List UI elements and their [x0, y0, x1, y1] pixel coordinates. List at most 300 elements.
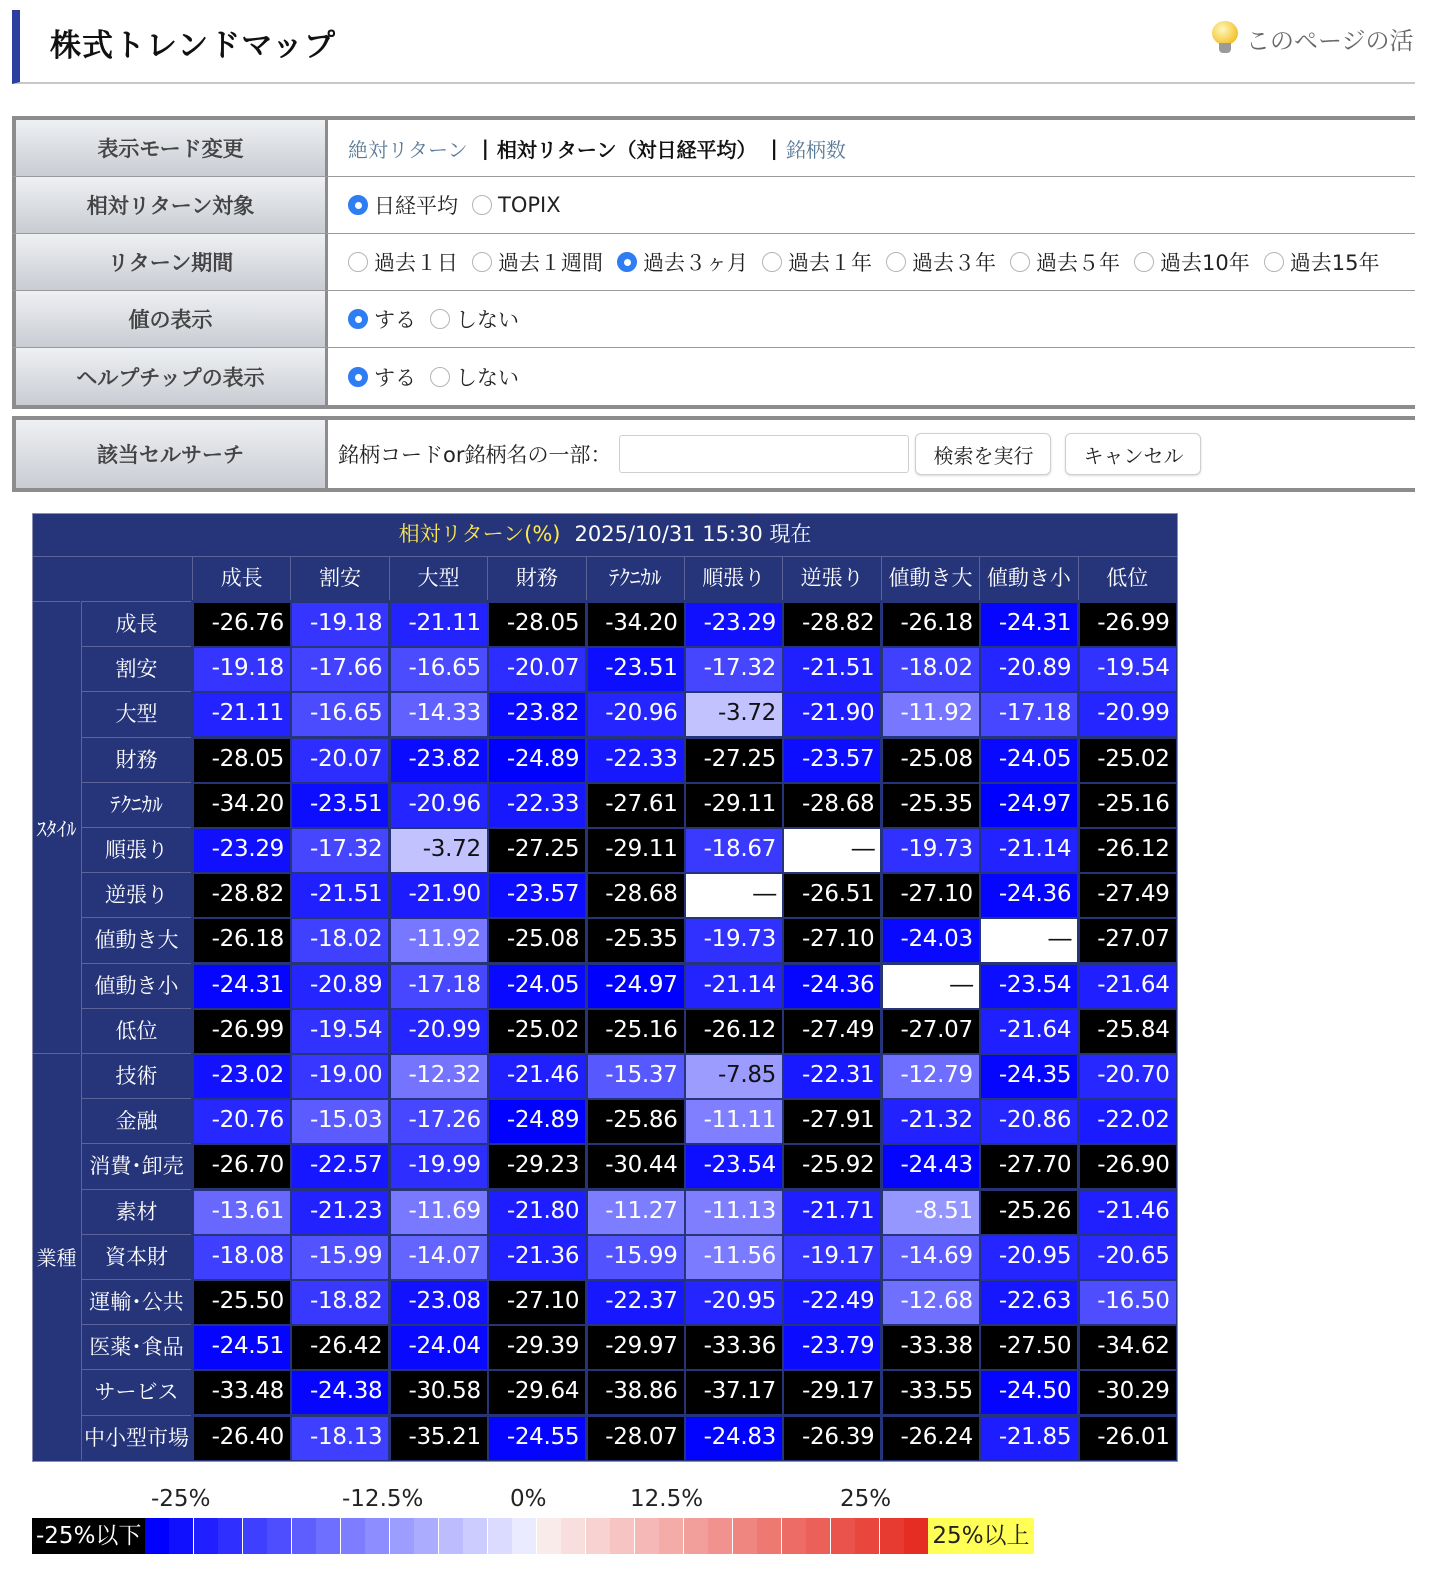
- heatmap-cell[interactable]: -8.51: [883, 1191, 979, 1234]
- heatmap-cell[interactable]: -27.25: [686, 739, 782, 782]
- radio-label: 過去５年: [1036, 251, 1120, 275]
- heatmap-cell[interactable]: -20.76: [194, 1100, 290, 1143]
- radio-label: しない: [456, 308, 519, 332]
- radio-label: 日経平均: [374, 194, 458, 218]
- heatmap-cell[interactable]: -18.67: [686, 829, 782, 872]
- heatmap-cell[interactable]: -23.29: [194, 829, 290, 872]
- heatmap-cell[interactable]: -26.39: [784, 1417, 880, 1460]
- legend-swatch: [463, 1518, 487, 1554]
- heatmap-cell[interactable]: -24.38: [292, 1371, 388, 1414]
- heatmap-cell[interactable]: -14.07: [391, 1236, 487, 1279]
- heatmap-cell[interactable]: -20.95: [686, 1281, 782, 1324]
- heatmap-cell[interactable]: -21.51: [292, 874, 388, 917]
- heatmap-cell[interactable]: -18.82: [292, 1281, 388, 1324]
- column-header: 値動き大: [881, 557, 979, 600]
- heatmap-cell[interactable]: -16.65: [292, 693, 388, 736]
- cell-search: [12, 416, 1415, 492]
- heatmap-cell[interactable]: -25.26: [981, 1191, 1077, 1234]
- mode-options: [328, 120, 1415, 176]
- heatmap-cell[interactable]: -24.97: [588, 965, 684, 1008]
- heatmap-cell[interactable]: -26.99: [1080, 603, 1176, 646]
- mode-label: 表示モード変更: [12, 120, 328, 176]
- heatmap-cell[interactable]: -28.05: [194, 739, 290, 782]
- radio-label: 過去10年: [1160, 251, 1250, 275]
- heatmap-cell[interactable]: ―: [784, 829, 880, 872]
- heatmap-cell[interactable]: -21.51: [784, 648, 880, 691]
- row-header: 値動き小: [81, 963, 191, 1008]
- heatmap-cell[interactable]: -27.49: [784, 1010, 880, 1053]
- show-values-row: [12, 291, 1415, 348]
- heatmap-cell[interactable]: -21.11: [391, 603, 487, 646]
- legend-swatch: [218, 1518, 242, 1554]
- heatmap-cell[interactable]: -18.02: [883, 648, 979, 691]
- row-header: 素材: [81, 1189, 191, 1234]
- heatmap-cell[interactable]: -24.03: [883, 919, 979, 962]
- heatmap-cell[interactable]: -16.50: [1080, 1281, 1176, 1324]
- heatmap-cell[interactable]: -21.36: [489, 1236, 585, 1279]
- mode-option-2[interactable]: 銘柄数: [785, 137, 846, 162]
- heatmap-cell[interactable]: -7.85: [686, 1055, 782, 1098]
- heatmap-cell[interactable]: -27.07: [1080, 919, 1176, 962]
- heatmap-cell[interactable]: -29.23: [489, 1145, 585, 1188]
- legend-swatch: [365, 1518, 389, 1554]
- heatmap-cell[interactable]: -11.92: [883, 693, 979, 736]
- heatmap-cell[interactable]: -24.83: [686, 1417, 782, 1460]
- heatmap-cell[interactable]: -14.33: [391, 693, 487, 736]
- row-header: 成長: [81, 601, 191, 646]
- heatmap-cell[interactable]: -15.99: [588, 1236, 684, 1279]
- heatmap-cell[interactable]: -28.05: [489, 603, 585, 646]
- radio-label: する: [374, 365, 416, 390]
- legend-swatch: [732, 1518, 757, 1554]
- heatmap-cell[interactable]: -25.35: [588, 919, 684, 962]
- heatmap-cell[interactable]: -21.46: [1080, 1191, 1176, 1234]
- radio-label: しない: [456, 365, 519, 390]
- heatmap-cell[interactable]: -20.86: [981, 1100, 1077, 1143]
- heatmap-cell[interactable]: -24.05: [981, 739, 1077, 782]
- heatmap-cell[interactable]: -27.91: [784, 1100, 880, 1143]
- heatmap-cell[interactable]: -21.80: [489, 1191, 585, 1234]
- mode-row: [12, 120, 1415, 177]
- column-header: ﾃｸﾆｶﾙ: [586, 557, 684, 600]
- heatmap-cell[interactable]: -21.64: [981, 1010, 1077, 1053]
- show-help-row: [12, 348, 1415, 405]
- heatmap-cell[interactable]: -21.90: [784, 693, 880, 736]
- heatmap-cell[interactable]: -29.97: [588, 1326, 684, 1369]
- heatmap-cell[interactable]: -30.29: [1080, 1371, 1176, 1414]
- legend-tick: 12.5%: [630, 1486, 704, 1512]
- heatmap-cell[interactable]: -27.10: [883, 874, 979, 917]
- group-header: 業種: [33, 1053, 80, 1460]
- heatmap-cell[interactable]: -23.79: [784, 1326, 880, 1369]
- heatmap-cell[interactable]: -18.02: [292, 919, 388, 962]
- row-header: 金融: [81, 1098, 191, 1143]
- row-header: 財務: [81, 737, 191, 782]
- heatmap-cell[interactable]: -25.86: [588, 1100, 684, 1143]
- heatmap-cell[interactable]: -26.70: [194, 1145, 290, 1188]
- heatmap-cell[interactable]: -26.51: [784, 874, 880, 917]
- heatmap-title: [33, 514, 1177, 557]
- heatmap-cell[interactable]: -22.37: [588, 1281, 684, 1324]
- heatmap-cell[interactable]: -21.11: [194, 693, 290, 736]
- radio-unchecked-icon[interactable]: [1134, 252, 1154, 272]
- heatmap-cell[interactable]: -22.33: [489, 784, 585, 827]
- heatmap-cell[interactable]: -26.40: [194, 1417, 290, 1460]
- heatmap-cell[interactable]: -25.08: [883, 739, 979, 782]
- heatmap-cell[interactable]: -26.18: [194, 919, 290, 962]
- heatmap-cell[interactable]: -26.18: [883, 603, 979, 646]
- heatmap-cell[interactable]: -29.11: [686, 784, 782, 827]
- heatmap-cell[interactable]: -23.57: [489, 874, 585, 917]
- radio-checked-icon[interactable]: [617, 252, 637, 272]
- heatmap-cell[interactable]: ―: [686, 874, 782, 917]
- heatmap-cell[interactable]: -27.61: [588, 784, 684, 827]
- heatmap-cell[interactable]: -24.89: [489, 739, 585, 782]
- heatmap-cell[interactable]: -19.73: [883, 829, 979, 872]
- period-radio-0[interactable]: [348, 247, 458, 277]
- heatmap-cell[interactable]: -24.35: [981, 1055, 1077, 1098]
- heatmap-metric-label: 相対リターン(%): [398, 522, 561, 546]
- heatmap-cell[interactable]: -20.07: [292, 739, 388, 782]
- period-options: [328, 234, 1415, 290]
- heatmap-cell[interactable]: -18.13: [292, 1417, 388, 1460]
- heatmap-cell[interactable]: -20.99: [391, 1010, 487, 1053]
- heatmap-cell[interactable]: -19.54: [292, 1010, 388, 1053]
- heatmap-cell[interactable]: -27.70: [981, 1145, 1077, 1188]
- heatmap-cell[interactable]: -25.16: [1080, 784, 1176, 827]
- show-values-options: [328, 291, 1415, 347]
- heatmap-cell[interactable]: -24.97: [981, 784, 1077, 827]
- heatmap-cell[interactable]: -14.69: [883, 1236, 979, 1279]
- heatmap-cell[interactable]: -19.99: [391, 1145, 487, 1188]
- search-run-button[interactable]: 検索を実行: [915, 433, 1051, 475]
- show-help-radio-1[interactable]: [430, 362, 519, 392]
- period-radio-3[interactable]: [762, 247, 872, 277]
- heatmap-cell[interactable]: -34.20: [588, 603, 684, 646]
- legend-swatch: [340, 1518, 365, 1554]
- heatmap-cell[interactable]: -22.31: [784, 1055, 880, 1098]
- heatmap-cell[interactable]: -23.54: [686, 1145, 782, 1188]
- heatmap-cell[interactable]: -15.03: [292, 1100, 388, 1143]
- heatmap-cell[interactable]: -26.12: [1080, 829, 1176, 872]
- search-input[interactable]: [619, 435, 909, 473]
- radio-unchecked-icon[interactable]: [472, 252, 492, 272]
- period-radio-2[interactable]: [617, 247, 748, 277]
- heatmap-cell[interactable]: -25.16: [588, 1010, 684, 1053]
- heatmap-cell[interactable]: -21.90: [391, 874, 487, 917]
- heatmap-cell[interactable]: -38.86: [588, 1371, 684, 1414]
- heatmap-cell[interactable]: -3.72: [686, 693, 782, 736]
- legend-swatch: [536, 1518, 561, 1554]
- heatmap-cell[interactable]: -25.35: [883, 784, 979, 827]
- heatmap-cell[interactable]: -27.49: [1080, 874, 1176, 917]
- show-help-options: [328, 348, 1415, 405]
- heatmap-cell[interactable]: -15.37: [588, 1055, 684, 1098]
- period-radio-6[interactable]: [1134, 247, 1250, 277]
- heatmap-cell[interactable]: -26.99: [194, 1010, 290, 1053]
- heatmap-cell[interactable]: -15.99: [292, 1236, 388, 1279]
- heatmap-cell[interactable]: -20.07: [489, 648, 585, 691]
- heatmap-cell[interactable]: -23.08: [391, 1281, 487, 1324]
- heatmap-cell[interactable]: -30.44: [588, 1145, 684, 1188]
- heatmap-cell[interactable]: -23.82: [391, 739, 487, 782]
- row-header: 消費･卸売: [81, 1143, 191, 1188]
- heatmap-cell[interactable]: -19.18: [194, 648, 290, 691]
- heatmap-cell[interactable]: -17.32: [686, 648, 782, 691]
- heatmap-cell[interactable]: -24.43: [883, 1145, 979, 1188]
- search-cancel-button[interactable]: キャンセル: [1065, 433, 1201, 475]
- heatmap-cell[interactable]: -34.62: [1080, 1326, 1176, 1369]
- radio-unchecked-icon[interactable]: [430, 309, 450, 329]
- legend-swatch: [487, 1518, 512, 1554]
- heatmap-timestamp: 2025/10/31 15:30 現在: [574, 522, 812, 546]
- heatmap-cell[interactable]: -25.02: [1080, 739, 1176, 782]
- radio-checked-icon[interactable]: [348, 309, 368, 329]
- heatmap-cell[interactable]: -25.92: [784, 1145, 880, 1188]
- radio-label: する: [374, 308, 416, 332]
- heatmap-cell[interactable]: -20.65: [1080, 1236, 1176, 1279]
- heatmap-cell[interactable]: -20.89: [981, 648, 1077, 691]
- heatmap-cell[interactable]: -25.84: [1080, 1010, 1176, 1053]
- heatmap-cell[interactable]: -23.51: [588, 648, 684, 691]
- heatmap-cell[interactable]: -20.70: [1080, 1055, 1176, 1098]
- heatmap-cell[interactable]: ―: [981, 919, 1077, 962]
- heatmap-cell[interactable]: -28.82: [784, 603, 880, 646]
- heatmap-cell[interactable]: -23.29: [686, 603, 782, 646]
- heatmap-cell[interactable]: -16.65: [391, 648, 487, 691]
- mode-separator: |: [481, 136, 489, 160]
- heatmap-cell[interactable]: -27.10: [489, 1281, 585, 1324]
- heatmap-cell[interactable]: -17.18: [391, 965, 487, 1008]
- heatmap-cell[interactable]: -25.50: [194, 1281, 290, 1324]
- heatmap-cell[interactable]: -21.23: [292, 1191, 388, 1234]
- legend-swatch: [193, 1518, 218, 1554]
- heatmap-cell[interactable]: -11.27: [588, 1191, 684, 1234]
- show-values-radio-1[interactable]: [430, 304, 519, 334]
- heatmap-cell[interactable]: -21.64: [1080, 965, 1176, 1008]
- heatmap-cell[interactable]: -26.24: [883, 1417, 979, 1460]
- heatmap-cell[interactable]: -33.36: [686, 1326, 782, 1369]
- settings-table: [12, 116, 1415, 409]
- heatmap-cell[interactable]: -33.48: [194, 1371, 290, 1414]
- heatmap-cell[interactable]: -22.02: [1080, 1100, 1176, 1143]
- heatmap-cell[interactable]: -21.85: [981, 1417, 1077, 1460]
- row-header: 資本財: [81, 1234, 191, 1279]
- heatmap-cell[interactable]: -11.56: [686, 1236, 782, 1279]
- radio-unchecked-icon[interactable]: [348, 252, 368, 272]
- period-radio-5[interactable]: [1010, 247, 1120, 277]
- heatmap-cell[interactable]: -17.26: [391, 1100, 487, 1143]
- heatmap-cell[interactable]: -24.04: [391, 1326, 487, 1369]
- heatmap-cell[interactable]: -35.21: [391, 1417, 487, 1460]
- column-header: 大型: [389, 557, 487, 600]
- radio-unchecked-icon[interactable]: [762, 252, 782, 272]
- target-radio-1[interactable]: [472, 193, 561, 217]
- heatmap-cell[interactable]: -24.55: [489, 1417, 585, 1460]
- heatmap-cell[interactable]: -11.11: [686, 1100, 782, 1143]
- heatmap-cell[interactable]: -20.96: [588, 693, 684, 736]
- show-help-label: ヘルプチップの表示: [12, 348, 328, 405]
- period-label: リターン期間: [12, 234, 328, 290]
- heatmap-cell[interactable]: -29.11: [588, 829, 684, 872]
- radio-label: 過去15年: [1289, 251, 1380, 275]
- heatmap-cell[interactable]: -24.36: [981, 874, 1077, 917]
- heatmap-cell[interactable]: -21.14: [981, 829, 1077, 872]
- period-radio-7[interactable]: [1264, 247, 1380, 277]
- heatmap-cell[interactable]: -20.95: [981, 1236, 1077, 1279]
- heatmap-cell[interactable]: -28.07: [588, 1417, 684, 1460]
- heatmap-cell[interactable]: -29.39: [489, 1326, 585, 1369]
- column-header: 財務: [487, 557, 585, 600]
- heatmap-cell[interactable]: -22.63: [981, 1281, 1077, 1324]
- heatmap-cell[interactable]: -26.01: [1080, 1417, 1176, 1460]
- legend-tick: -12.5%: [342, 1486, 424, 1512]
- heatmap-cell[interactable]: ―: [883, 965, 979, 1008]
- heatmap-cell[interactable]: -24.31: [194, 965, 290, 1008]
- row-header: 値動き大: [81, 917, 191, 962]
- heatmap-cell[interactable]: -28.68: [588, 874, 684, 917]
- heatmap-cell[interactable]: -13.61: [194, 1191, 290, 1234]
- radio-unchecked-icon[interactable]: [886, 252, 906, 272]
- radio-checked-icon[interactable]: [348, 195, 368, 215]
- heatmap-cell[interactable]: -12.79: [883, 1055, 979, 1098]
- heatmap-cell[interactable]: -24.51: [194, 1326, 290, 1369]
- heatmap-cell[interactable]: -19.17: [784, 1236, 880, 1279]
- period-radio-4[interactable]: [886, 247, 996, 277]
- heatmap-cell[interactable]: -34.20: [194, 784, 290, 827]
- heatmap-cell[interactable]: -26.42: [292, 1326, 388, 1369]
- heatmap-cell[interactable]: -30.58: [391, 1371, 487, 1414]
- heatmap-cell[interactable]: -23.54: [981, 965, 1077, 1008]
- legend-swatch: [291, 1518, 316, 1554]
- legend-low-label: -25%以下: [32, 1518, 145, 1554]
- legend-swatch: [512, 1518, 536, 1554]
- legend-swatch: [561, 1518, 585, 1554]
- heatmap-cell[interactable]: -33.55: [883, 1371, 979, 1414]
- radio-checked-icon[interactable]: [348, 367, 368, 387]
- heatmap-cell[interactable]: -11.92: [391, 919, 487, 962]
- radio-label: 過去１週間: [498, 251, 603, 275]
- heatmap-cell[interactable]: -21.71: [784, 1191, 880, 1234]
- heatmap-cell[interactable]: -25.08: [489, 919, 585, 962]
- column-header: 割安: [290, 557, 388, 600]
- heatmap-cell[interactable]: -24.89: [489, 1100, 585, 1143]
- legend-swatch: [242, 1518, 267, 1554]
- heatmap-cell[interactable]: -19.73: [686, 919, 782, 962]
- heatmap-cell[interactable]: -25.02: [489, 1010, 585, 1053]
- heatmap-cell[interactable]: -17.32: [292, 829, 388, 872]
- target-label: 相対リターン対象: [12, 177, 328, 233]
- period-radio-1[interactable]: [472, 247, 603, 277]
- legend-tick: 25%: [840, 1486, 892, 1512]
- heatmap-cell[interactable]: -26.76: [194, 603, 290, 646]
- target-radio-0[interactable]: [348, 190, 458, 220]
- heatmap-cell[interactable]: -11.69: [391, 1191, 487, 1234]
- heatmap-cell[interactable]: -28.68: [784, 784, 880, 827]
- heatmap-cell[interactable]: -20.96: [391, 784, 487, 827]
- mode-option-1: 相対リターン（対日経平均）: [496, 137, 757, 162]
- heatmap-cell[interactable]: -20.89: [292, 965, 388, 1008]
- radio-unchecked-icon[interactable]: [1264, 252, 1284, 272]
- heatmap-cell[interactable]: -21.14: [686, 965, 782, 1008]
- heatmap-cell[interactable]: -3.72: [391, 829, 487, 872]
- heatmap-cell[interactable]: -26.12: [686, 1010, 782, 1053]
- legend-tick: 0%: [510, 1486, 547, 1512]
- period-row: [12, 234, 1415, 291]
- heatmap-cell[interactable]: -24.05: [489, 965, 585, 1008]
- page-help-link[interactable]: [1210, 20, 1415, 56]
- heatmap-cell[interactable]: -12.32: [391, 1055, 487, 1098]
- row-header: 大型: [81, 691, 191, 736]
- legend-swatch: [610, 1518, 634, 1554]
- mode-separator: |: [770, 136, 778, 160]
- row-header: 順張り: [81, 827, 191, 872]
- radio-label: TOPIX: [498, 193, 561, 217]
- legend-swatch: [438, 1518, 463, 1554]
- heatmap-cell[interactable]: -24.50: [981, 1371, 1077, 1414]
- heatmap-cell[interactable]: -21.32: [883, 1100, 979, 1143]
- heatmap-cell[interactable]: -23.51: [292, 784, 388, 827]
- heatmap-cell[interactable]: -33.38: [883, 1326, 979, 1369]
- radio-unchecked-icon[interactable]: [430, 367, 450, 387]
- heatmap-cell[interactable]: -23.57: [784, 739, 880, 782]
- radio-unchecked-icon[interactable]: [1010, 252, 1030, 272]
- heatmap-cell[interactable]: -20.99: [1080, 693, 1176, 736]
- page-header: [12, 10, 1415, 84]
- heatmap-cell[interactable]: -26.90: [1080, 1145, 1176, 1188]
- help-link-label[interactable]: このページの活: [1246, 26, 1414, 55]
- heatmap-cell[interactable]: -19.18: [292, 603, 388, 646]
- heatmap-cell[interactable]: -17.66: [292, 648, 388, 691]
- row-header: 低位: [81, 1008, 191, 1053]
- mode-option-0[interactable]: 絶対リターン: [348, 137, 468, 162]
- heatmap-cell[interactable]: -27.10: [784, 919, 880, 962]
- heatmap-cell[interactable]: -22.33: [588, 739, 684, 782]
- heatmap-cell[interactable]: -29.64: [489, 1371, 585, 1414]
- heatmap-cell[interactable]: -27.07: [883, 1010, 979, 1053]
- heatmap-cell[interactable]: -11.13: [686, 1191, 782, 1234]
- radio-unchecked-icon[interactable]: [472, 195, 492, 215]
- heatmap-cell[interactable]: -24.36: [784, 965, 880, 1008]
- heatmap-cell[interactable]: -28.82: [194, 874, 290, 917]
- heatmap-cell[interactable]: -19.00: [292, 1055, 388, 1098]
- show-values-radio-0[interactable]: [348, 304, 416, 334]
- column-header: 成長: [192, 557, 290, 600]
- heatmap-cell[interactable]: -22.57: [292, 1145, 388, 1188]
- heatmap-cell[interactable]: -23.02: [194, 1055, 290, 1098]
- target-row: [12, 177, 1415, 234]
- legend-swatch: [634, 1518, 659, 1554]
- heatmap-cell[interactable]: -18.08: [194, 1236, 290, 1279]
- show-help-radio-0[interactable]: [348, 362, 416, 392]
- column-header: 順張り: [684, 557, 782, 600]
- heatmap-cell[interactable]: -24.31: [981, 603, 1077, 646]
- row-header: 割安: [81, 646, 191, 691]
- search-prompt: 銘柄コードor銘柄名の一部：: [338, 443, 612, 467]
- heatmap-cell[interactable]: -37.17: [686, 1371, 782, 1414]
- heatmap-cell[interactable]: -29.17: [784, 1371, 880, 1414]
- heatmap-cell[interactable]: -19.54: [1080, 648, 1176, 691]
- heatmap-cell[interactable]: -17.18: [981, 693, 1077, 736]
- legend-swatch: [855, 1518, 879, 1554]
- row-header: サービス: [81, 1369, 191, 1414]
- heatmap-cell[interactable]: -12.68: [883, 1281, 979, 1324]
- heatmap-cell[interactable]: -27.50: [981, 1326, 1077, 1369]
- heatmap-cell[interactable]: -21.46: [489, 1055, 585, 1098]
- heatmap-cell[interactable]: -23.82: [489, 693, 585, 736]
- heatmap-cell[interactable]: -22.49: [784, 1281, 880, 1324]
- heatmap-cell[interactable]: -27.25: [489, 829, 585, 872]
